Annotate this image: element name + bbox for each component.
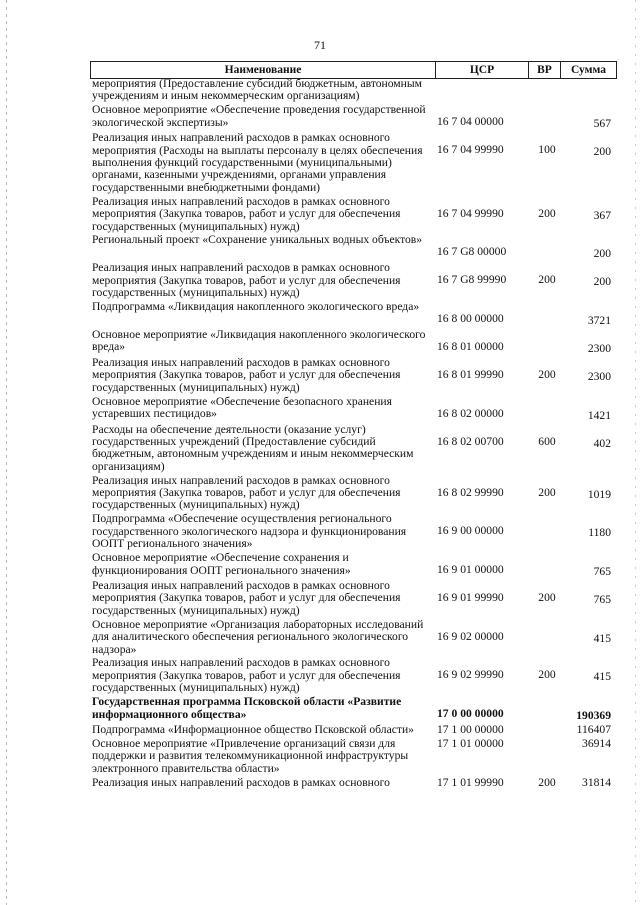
row-name: Основное мероприятие «Обеспечение проведения государственной экологической экспертизы» — [92, 103, 426, 129]
row-name: Подпрограмма «Ликвидация накопленного экологического вреда» — [92, 300, 420, 314]
row-csr: 16 7 04 00000 — [437, 115, 504, 129]
table-row — [92, 513, 615, 550]
table-row — [92, 196, 615, 233]
row-sum: 1180 — [588, 526, 611, 540]
row-sum: 765 — [593, 593, 611, 606]
row-sum: 3721 — [587, 314, 611, 328]
table-row — [92, 396, 615, 422]
row-name: Реализация иных направлений расходов в рамках основного мероприятия (Закупка товаров, работ и услуг для обеспечения государственных (муниципальных) нужд) — [92, 473, 401, 512]
row-sum: 36914 — [582, 736, 611, 750]
row-name: Реализация иных направлений расходов в рамках основного мероприятия (Закупка товаров, работ и услуг для обеспечения государственных (муниципальных) нужд) — [92, 355, 401, 394]
header-csr: ЦСР — [436, 62, 529, 78]
row-csr: 16 8 00 00000 — [437, 312, 504, 326]
table-row — [92, 78, 615, 103]
header-name: Наименование — [91, 62, 436, 78]
table-row — [92, 724, 615, 736]
row-name: мероприятия (Предоставление субсидий бюджетным, автономным учреждениям и иным некоммерческим организациям) — [92, 77, 422, 103]
row-name: Подпрограмма «Обеспечение осуществления регионального государственного экологического надзора и функционирования ООПТ регионального значения» — [92, 512, 407, 551]
row-sum: 415 — [593, 631, 611, 645]
row-csr: 16 9 02 00000 — [437, 629, 504, 643]
row-sum: 1421 — [587, 408, 611, 422]
row-csr: 16 8 01 99990 — [437, 367, 504, 381]
table-row — [92, 738, 615, 775]
row-name: Реализация иных направлений расходов в рамках основного мероприятия (Закупка товаров, работ и услуг для обеспечения государственных (муниципальных) нужд) — [92, 194, 401, 233]
row-csr: 16 8 02 99990 — [437, 485, 504, 499]
table-row — [92, 619, 615, 656]
row-csr: 16 9 01 00000 — [437, 563, 504, 577]
table-row — [92, 475, 615, 512]
row-csr: 16 8 01 00000 — [437, 340, 504, 353]
table-row — [92, 696, 615, 722]
row-sum: 367 — [593, 208, 611, 222]
row-vr — [533, 234, 561, 260]
table-row — [92, 580, 615, 617]
scan-edge-left — [6, 0, 7, 905]
table-row — [92, 329, 615, 355]
row-vr — [533, 329, 561, 355]
row-sum: 402 — [593, 436, 611, 450]
row-vr: 200 — [538, 775, 556, 789]
row-csr: 17 1 00 00000 — [437, 723, 504, 737]
row-vr: 600 — [538, 434, 556, 448]
row-vr — [533, 104, 561, 130]
row-sum: 415 — [593, 670, 611, 684]
table-body — [92, 78, 615, 791]
scan-edge-right — [635, 0, 636, 905]
row-sum: 567 — [593, 117, 611, 131]
row-sum: 765 — [593, 565, 611, 579]
row-sum: 200 — [593, 145, 611, 159]
row-csr: 16 9 00 00000 — [437, 524, 504, 538]
row-csr: 16 7 04 99990 — [437, 206, 504, 220]
row-name: Реализация иных направлений расходов в рамках основного мероприятия (Закупка товаров, работ и услуг для обеспечения государственных (муниципальных) нужд) — [92, 261, 401, 300]
row-name: Государственная программа Псковской области «Развитие информационного общества» — [92, 695, 402, 721]
row-name: Расходы на обеспечение деятельности (оказание услуг) государственных учреждений (Предоставление субсидий бюджетным, автономным учреждениям и иным некоммерческим организациям) — [92, 422, 414, 473]
table-row — [92, 132, 615, 194]
row-csr — [437, 78, 533, 103]
row-csr: 17 1 01 00000 — [437, 736, 504, 750]
row-name: Региональный проект «Сохранение уникальных водных объектов» — [92, 233, 423, 247]
row-csr: 16 8 02 00000 — [437, 406, 504, 420]
row-sum: 1019 — [587, 487, 611, 501]
row-name: Основное мероприятие «Обеспечение безопасного хранения устаревших пестицидов» — [92, 394, 392, 421]
row-vr — [533, 513, 561, 550]
table-row — [92, 104, 615, 130]
table-row — [92, 424, 615, 474]
page-number: 71 — [314, 38, 326, 52]
row-sum — [561, 78, 615, 103]
row-sum: 190369 — [576, 709, 611, 723]
row-vr: 200 — [538, 273, 556, 287]
row-vr: 100 — [538, 143, 556, 157]
row-vr: 200 — [538, 485, 556, 499]
row-csr: 16 8 02 00700 — [437, 434, 504, 448]
header-vr: ВР — [529, 62, 561, 78]
row-csr: 16 7 G8 00000 — [437, 245, 507, 259]
row-vr — [533, 724, 561, 736]
row-csr: 17 0 00 00000 — [437, 707, 504, 721]
row-vr: 200 — [538, 668, 556, 682]
row-vr — [533, 301, 561, 327]
row-vr — [533, 552, 561, 578]
table-row — [92, 657, 615, 694]
row-name: Реализация иных направлений расходов в рамках основного — [92, 775, 390, 789]
table-row — [92, 552, 615, 578]
row-vr — [533, 619, 561, 656]
row-vr: 200 — [538, 367, 556, 381]
row-csr: 17 1 01 99990 — [437, 775, 504, 789]
row-csr: 16 7 04 99990 — [437, 143, 504, 157]
row-csr: 16 9 01 99990 — [437, 591, 504, 604]
row-csr: 16 7 G8 99990 — [437, 273, 507, 287]
row-name: Реализация иных направлений расходов в рамках основного мероприятия (Закупка товаров, работ и услуг для обеспечения государственных (муниципальных) нужд) — [92, 579, 401, 617]
row-sum: 200 — [593, 247, 611, 261]
table-row — [92, 262, 615, 299]
row-vr — [533, 396, 561, 422]
row-name: Подпрограмма «Информационное общество Псковской области» — [92, 723, 414, 737]
row-sum: 116407 — [576, 723, 611, 737]
row-vr — [533, 738, 561, 775]
row-vr: 200 — [538, 206, 556, 220]
table-row — [92, 301, 615, 327]
row-vr — [533, 696, 561, 722]
row-name: Основное мероприятие «Обеспечение сохранения и функционирования ООПТ регионального значения» — [92, 551, 351, 577]
row-name: Реализация иных направлений расходов в рамках основного мероприятия (Закупка товаров, работ и услуг для обеспечения государственных (муниципальных) нужд) — [92, 656, 401, 695]
row-name: Реализация иных направлений расходов в рамках основного мероприятия (Расходы на выплаты персоналу в целях обеспечения выполнения функций государственными (муниципальными) органами, казенными учреждениями, органами управления государственными внебюджетными фондами) — [92, 131, 423, 194]
header-sum: Сумма — [571, 64, 606, 76]
row-name: Основное мероприятие «Организация лабораторных исследований для аналитического обеспечения регионального экологического надзора» — [92, 617, 424, 656]
row-csr: 16 9 02 99990 — [437, 668, 504, 682]
table-row — [92, 357, 615, 394]
row-sum: 31814 — [582, 775, 611, 789]
table-row — [92, 234, 615, 260]
row-sum: 200 — [593, 275, 611, 289]
table-row — [92, 777, 615, 789]
row-sum: 2300 — [587, 369, 611, 383]
row-name: Основное мероприятие «Ликвидация накопленного экологического вреда» — [92, 328, 426, 354]
row-sum: 2300 — [587, 342, 611, 355]
row-vr — [533, 78, 561, 103]
row-vr: 200 — [538, 591, 556, 604]
row-name: Основное мероприятие «Привлечение организаций связи для поддержки и развития телекоммуникационной инфраструктуры электронного правительства области» — [92, 736, 409, 775]
